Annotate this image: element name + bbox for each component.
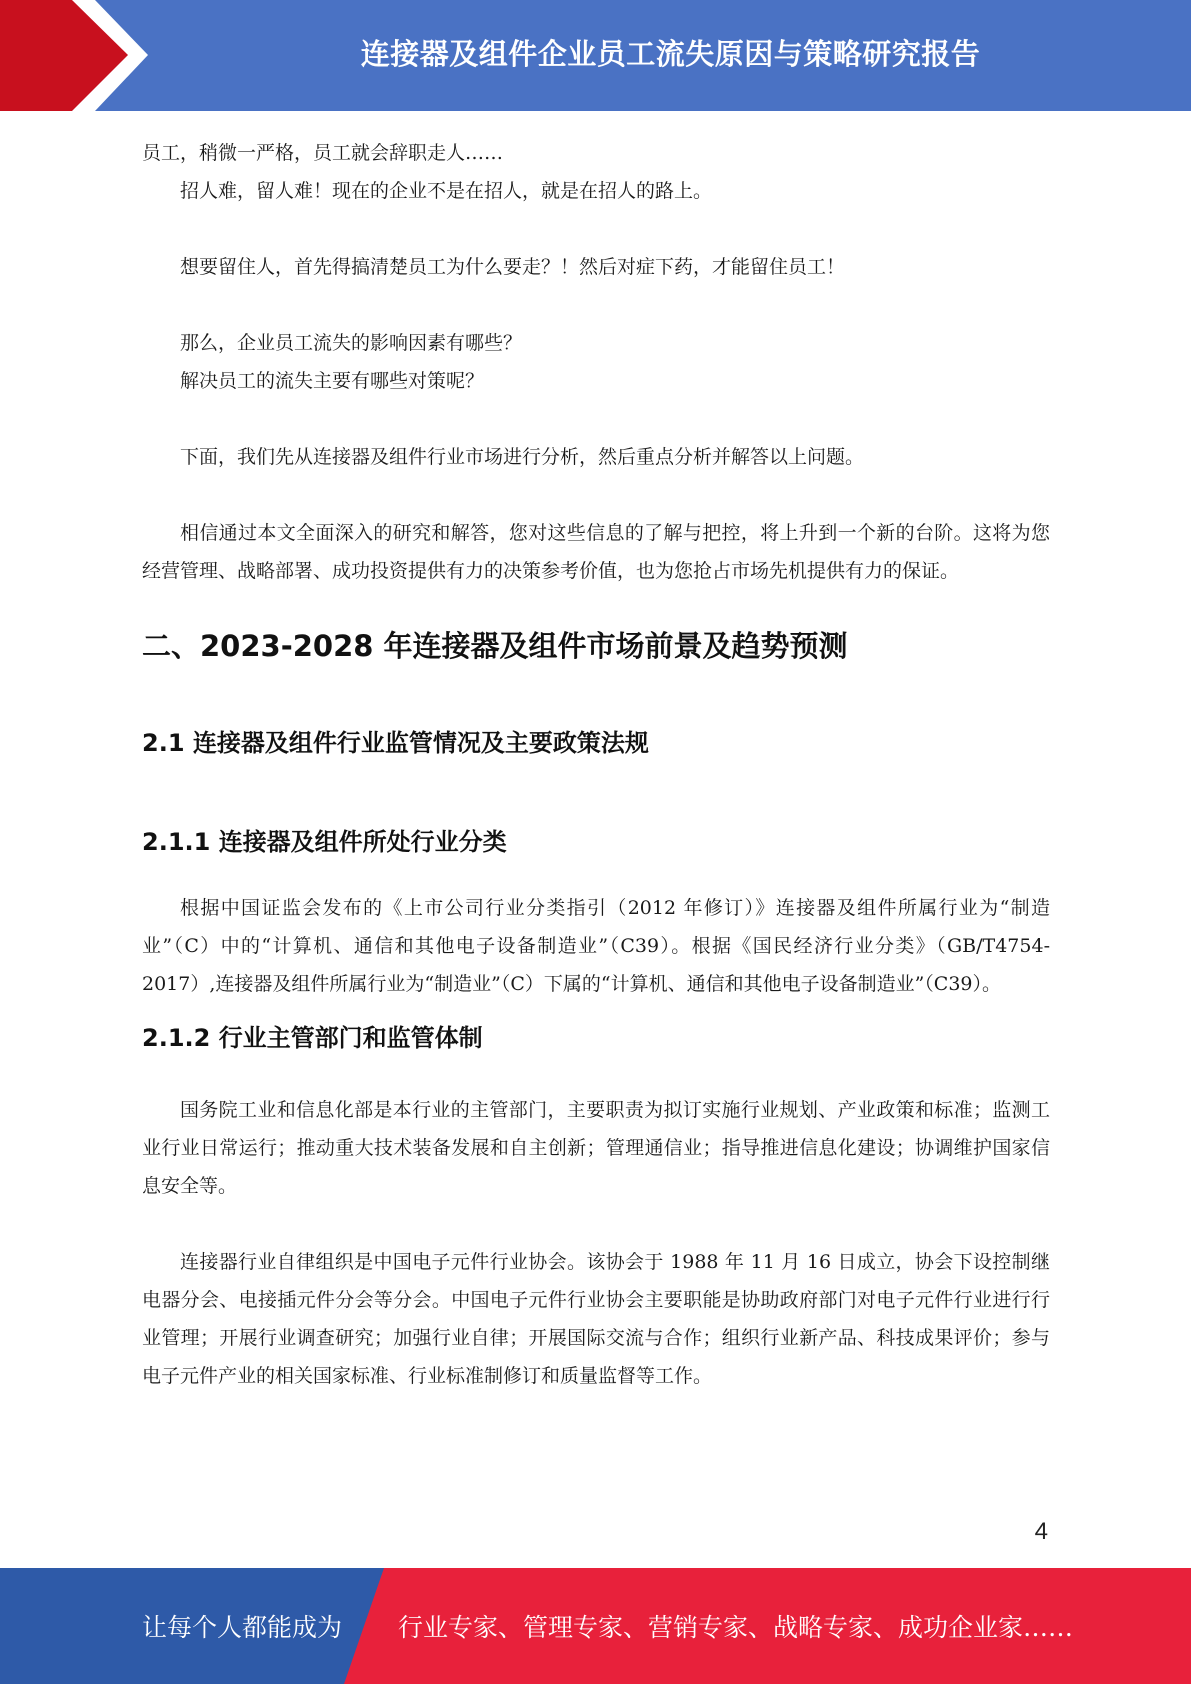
paragraph: 下面，我们先从连接器及组件行业市场进行分析，然后重点分析并解答以上问题。 (180, 446, 865, 468)
page-number: 4 (1034, 1518, 1048, 1545)
document-body (142, 134, 1050, 1395)
footer-tagline: 行业专家、管理专家、营销专家、战略专家、成功企业家…… (398, 1613, 1074, 1642)
header-banner (0, 0, 1191, 111)
paragraph: 解决员工的流失主要有哪些对策呢？ (180, 370, 485, 392)
footer-banner (0, 1568, 1191, 1684)
paragraph: 想要留住人，首先得搞清楚员工为什么要走？！然后对症下药，才能留住员工！ (180, 256, 846, 278)
paragraph: 国务院工业和信息化部是本行业的主管部门，主要职责为拟订实施行业规划、产业政策和标准；监测工业行业日常运行；推动重大技术装备发展和自主创新；管理通信业；指导推进信息化建设；协调维护国家信息安全等。 (142, 1099, 1050, 1197)
paragraph: 员工，稍微一严格，员工就会辞职走人…… (142, 142, 504, 164)
footer-slogan: 让每个人都能成为 (142, 1613, 343, 1642)
paragraph: 连接器行业自律组织是中国电子元件行业协会。该协会于 1988 年 11 月 16 日成立，协会下设控制继电器分会、电接插元件分会等分会。中国电子元件行业协会主要职能是协助政府部门对电子元件行业进行行业管理；开展行业调查研究；加强行业自律；开展国际交流与合作；组织行业新产品、科技成果评价；参与电子元件产业的相关国家标准、行业标准制修订和质量监督等工作。 (142, 1251, 1050, 1387)
subsection-heading: 2.1 连接器及组件行业监管情况及主要政策法规 (142, 729, 649, 757)
section-heading: 二、2023-2028 年连接器及组件市场前景及趋势预测 (142, 629, 848, 663)
paragraph: 根据中国证监会发布的《上市公司行业分类指引（2012 年修订）》连接器及组件所属行业为“制造业”（C）中的“计算机、通信和其他电子设备制造业”（C39）。根据《国民经济行业分类》（GB/T4754-2017）,连接器及组件所属行业为“制造业”（C）下属的“计算机、通信和其他电子设备制造业”（C39）。 (142, 897, 1050, 995)
paragraph: 相信通过本文全面深入的研究和解答，您对这些信息的了解与把控，将上升到一个新的台阶。这将为您经营管理、战略部署、成功投资提供有力的决策参考价值，也为您抢占市场先机提供有力的保证。 (142, 522, 1050, 582)
paragraph: 招人难，留人难！现在的企业不是在招人，就是在招人的路上。 (180, 180, 713, 202)
paragraph: 那么，企业员工流失的影响因素有哪些？ (180, 332, 523, 354)
subsubsection-heading: 2.1.2 行业主管部门和监管体制 (142, 1024, 483, 1052)
header-title: 连接器及组件企业员工流失原因与策略研究报告 (360, 36, 981, 71)
subsubsection-heading: 2.1.1 连接器及组件所处行业分类 (142, 828, 507, 856)
